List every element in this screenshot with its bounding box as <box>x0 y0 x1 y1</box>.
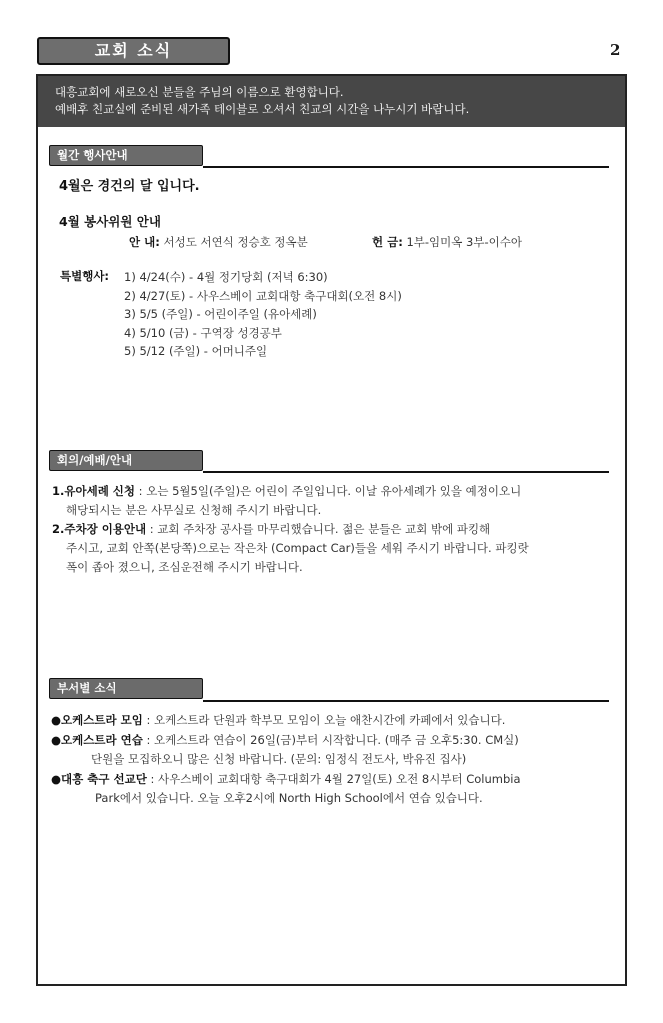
meeting-item-2-title: 2.주차장 이용안내 <box>52 522 147 536</box>
monthly-theme: 4월은 경건의 달 입니다. <box>59 179 200 194</box>
event-item: 4) 5/10 (금) - 구역장 성경공부 <box>124 325 282 340</box>
guide-label: 안 내: <box>129 235 160 249</box>
meeting-item-1-text: : 오는 5월5일(주일)은 어린이 주일입니다. 이날 유아세례가 있을 예정이오니 <box>135 484 522 498</box>
event-item: 1) 4/24(수) - 4월 정기당회 (저녁 6:30) <box>124 270 328 284</box>
welcome-line-2: 예배후 친교실에 준비된 새가족 테이블로 오셔서 친교의 시간을 나누시기 바랍니다. <box>55 102 470 116</box>
dept-item-1 <box>51 711 521 731</box>
dept-item-2-cont: 단원을 모집하오니 많은 신청 바랍니다. (문의: 임정식 전도사, 박유진 집사) <box>91 752 467 766</box>
section-heading-departments: 부서별 소식 <box>49 678 203 699</box>
dept-item-1-title: ●오케스트라 모임 <box>51 713 143 727</box>
welcome-banner <box>38 76 625 127</box>
meetings-body <box>52 482 529 577</box>
section-heading-meetings: 회의/예배/안내 <box>49 450 203 471</box>
dept-item-1-text: : 오케스트라 단원과 학부모 모임이 오늘 애찬시간에 카페에서 있습니다. <box>142 713 506 727</box>
offering-row <box>372 234 522 250</box>
section-rule-meetings <box>203 471 609 473</box>
special-events-label: 특별행사: <box>60 269 110 283</box>
event-item: 2) 4/27(토) - 사우스베이 교회대항 축구대회(오전 8시) <box>124 288 402 303</box>
section-heading-monthly: 월간 행사안내 <box>49 145 203 166</box>
dept-item-2-title: ●오케스트라 연습 <box>51 732 143 747</box>
offering-label: 헌 금: <box>372 235 403 249</box>
dept-item-3-text: : 사우스베이 교회대항 축구대회가 4월 27일(토) 오전 8시부터 Columbia <box>146 771 521 786</box>
volunteer-row <box>129 234 308 250</box>
meeting-item-2 <box>52 520 529 539</box>
dept-item-3-cont: Park에서 있습니다. 오늘 오후2시에 North High School에서 연습 있습니다. <box>95 791 483 805</box>
meeting-item-1 <box>52 482 529 501</box>
dept-item-2 <box>51 731 521 751</box>
welcome-line-1: 대흥교회에 새로오신 분들을 주님의 이름으로 환영합니다. <box>55 85 344 99</box>
departments-body <box>51 711 521 809</box>
event-item: 3) 5/5 (주일) - 어린이주일 (유아세례) <box>124 307 317 321</box>
meeting-item-1-title: 1.유아세례 신청 <box>52 484 136 498</box>
meeting-item-2-text: : 교회 주차장 공사를 마무리했습니다. 젊은 분들은 교회 밖에 파킹해 <box>146 522 491 536</box>
dept-item-2-text: : 오케스트라 연습이 26일(금)부터 시작합니다. (매주 금 오후5:30. CM실) <box>142 732 519 747</box>
volunteer-title: 4월 봉사위원 안내 <box>59 214 161 229</box>
dept-item-3-title: ●대흥 축구 선교단 <box>51 771 147 786</box>
event-item: 5) 5/12 (주일) - 어머니주일 <box>124 344 268 358</box>
offering-value: 1부-임미옥 3부-이수아 <box>406 235 522 249</box>
page-title: 교회 소식 <box>37 37 230 65</box>
page-number: 2 <box>610 41 621 59</box>
guide-value: 서성도 서연식 정승호 정옥분 <box>163 235 308 249</box>
dept-item-3 <box>51 770 521 790</box>
meeting-item-2-cont: 폭이 좁아 졌으니, 조심운전해 주시기 바랍니다. <box>66 560 303 574</box>
meeting-item-1-cont: 해당되시는 분은 사무실로 신청해 주시기 바랍니다. <box>66 503 322 517</box>
section-rule-departments <box>203 700 609 702</box>
special-events-list <box>124 268 402 361</box>
meeting-item-2-cont: 주시고, 교회 안쪽(본당쪽)으로는 작은차 (Compact Car)들을 세워 주시기 바랍니다. 파킹랏 <box>66 541 529 555</box>
section-rule-monthly <box>203 166 609 168</box>
